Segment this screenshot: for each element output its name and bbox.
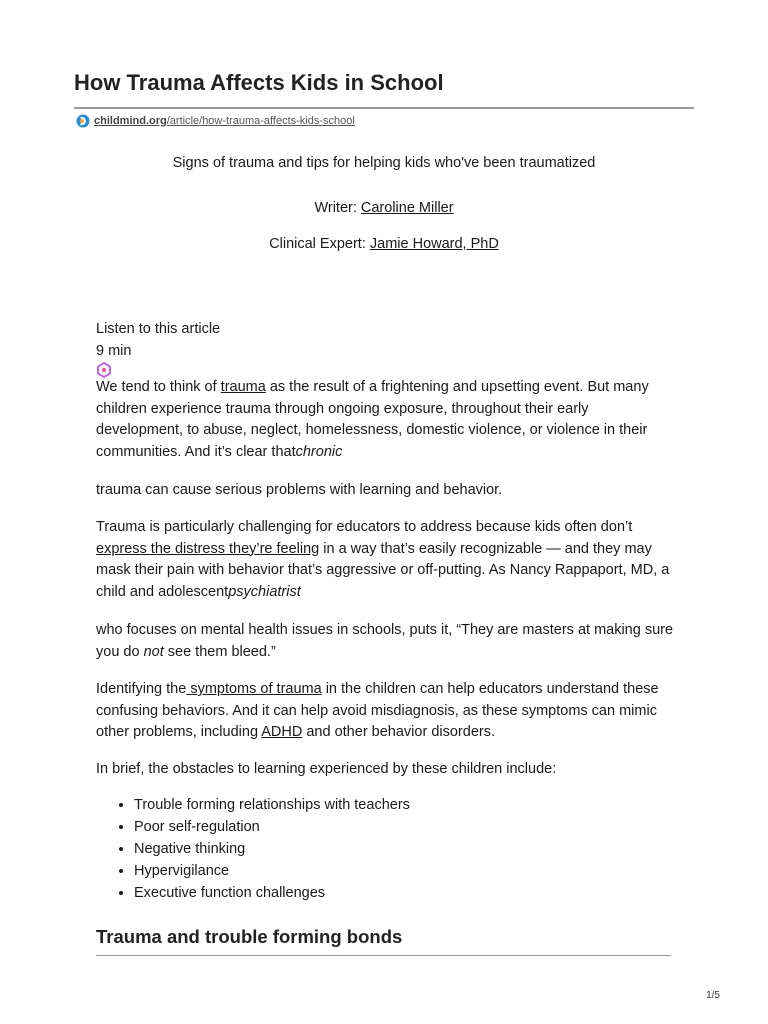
- expert-credit: [0, 236, 768, 252]
- list-item: • Hypervigilance: [134, 860, 410, 882]
- page-number: 1/5: [706, 990, 720, 1001]
- symptoms-link[interactable]: symptoms of trauma: [186, 681, 322, 697]
- expert-label: Clinical Expert:: [269, 236, 370, 252]
- writer-link[interactable]: Caroline Miller: [360, 200, 454, 216]
- trauma-link[interactable]: trauma: [220, 379, 266, 395]
- obstacles-list: [96, 794, 410, 904]
- writer-label: Writer:: [314, 200, 361, 216]
- page-title: How Trauma Affects Kids in School: [74, 70, 444, 95]
- title-divider: [74, 107, 694, 109]
- source-link[interactable]: [76, 114, 355, 128]
- list-item: • Executive function challenges: [134, 882, 410, 904]
- listen-duration: 9 min: [96, 343, 132, 359]
- list-item: • Poor self-regulation: [134, 816, 410, 838]
- audio-player-icon[interactable]: [96, 362, 112, 378]
- expert-link[interactable]: Jamie Howard, PhD: [369, 236, 499, 252]
- listen-label: Listen to this article: [96, 321, 221, 337]
- list-item: • Negative thinking: [134, 838, 410, 860]
- paragraph-2: trauma can cause serious problems with learning and behavior.: [96, 482, 503, 498]
- childmind-logo-icon: [76, 114, 90, 128]
- source-path[interactable]: /article/how-trauma-affects-kids-school: [166, 115, 355, 127]
- paragraph-3: Trauma is particularly challenging for educators to address because kids often don’t express the distress they’re feeling in a way that’s easily recognizable — and they may mask their pain with behavior that’s aggressive or off-putting. As Nancy Rappaport, MD, a child and adolescentpsychiatrist: [96, 519, 670, 600]
- source-domain[interactable]: childmind.org: [94, 115, 167, 127]
- writer-credit: [0, 200, 768, 216]
- list-item: • Trouble forming relationships with teachers: [134, 794, 410, 816]
- paragraph-4: who focuses on mental health issues in schools, puts it, “They are masters at making sure you do not see them bleed.”: [96, 622, 674, 660]
- paragraph-6: In brief, the obstacles to learning experienced by these children include:: [96, 761, 557, 777]
- paragraph-5: Identifying the symptoms of trauma in the children can help educators understand these confusing behaviors. And it can help avoid misdiagnosis, as these symptoms can mimic other problems, including ADHD and other behavior disorders.: [96, 681, 659, 740]
- paragraph-1: We tend to think of trauma as the result of a frightening and upsetting event. But many children experience trauma through ongoing exposure, throughout their early development, to abuse, neglect, homelessness, domestic violence, or violence in their communities. And it’s clear thatchronic: [96, 379, 649, 460]
- section-divider: [96, 955, 671, 956]
- section-heading: Trauma and trouble forming bonds: [96, 926, 403, 947]
- adhd-link[interactable]: ADHD: [261, 724, 303, 740]
- express-distress-link[interactable]: express the distress they’re feeling: [96, 540, 320, 557]
- article-subtitle: Signs of trauma and tips for helping kids who've been traumatized: [172, 155, 596, 171]
